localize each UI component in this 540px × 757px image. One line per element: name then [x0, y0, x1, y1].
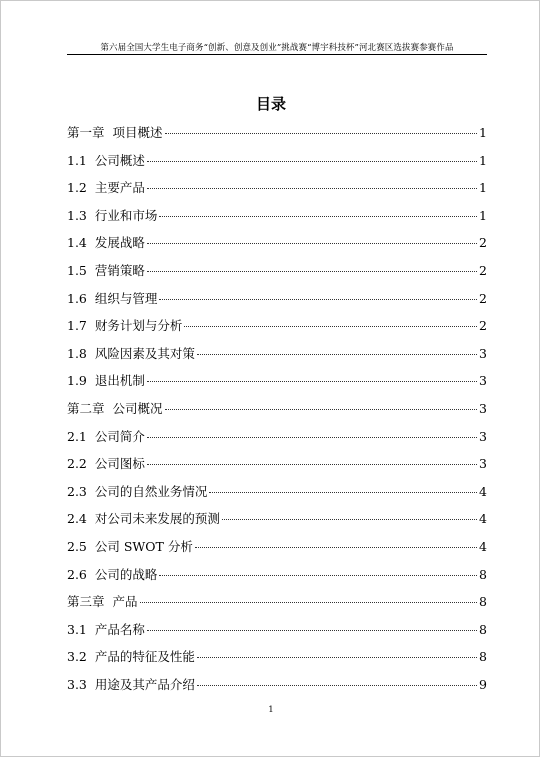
- toc-entry-label: 产品的特征及性能: [94, 649, 195, 665]
- toc-entry-label: 项目概述: [112, 125, 163, 140]
- toc-entry-number: 1.9: [67, 373, 87, 389]
- toc-entry-page: 8: [479, 649, 487, 665]
- dot-leader: [159, 299, 477, 300]
- dot-leader: [147, 381, 477, 382]
- toc-title: 目录: [255, 95, 286, 113]
- toc-section-entry[interactable]: [67, 671, 487, 699]
- dot-leader: [147, 161, 477, 162]
- toc-entry-number: 2.1: [67, 428, 87, 444]
- dot-leader: [159, 216, 477, 217]
- toc-entry-label: 发展战略: [94, 235, 145, 251]
- toc-entry-number: 1.8: [67, 345, 87, 361]
- table-of-contents: [67, 119, 487, 698]
- toc-entry-number: 1.1: [67, 152, 87, 168]
- toc-entry-page: 2: [479, 318, 487, 334]
- toc-entry-page: 1: [479, 125, 487, 140]
- dot-leader: [209, 492, 477, 493]
- toc-entry-page: 3: [479, 373, 487, 389]
- dot-leader: [147, 243, 477, 244]
- toc-entry-label: 产品名称: [94, 621, 145, 637]
- toc-entry-number: 1.6: [67, 290, 87, 306]
- toc-entry-page: 3: [479, 428, 487, 444]
- toc-entry-page: 8: [479, 594, 487, 610]
- toc-entry-number: 1.5: [67, 262, 87, 278]
- toc-entry-label: 组织与管理: [94, 290, 158, 306]
- toc-entry-label: 公司概况: [112, 400, 163, 416]
- toc-section-entry[interactable]: [67, 147, 487, 175]
- toc-entry-number: 2.6: [67, 566, 87, 582]
- dot-leader: [147, 271, 477, 272]
- toc-entry-label: 公司的战略: [94, 566, 158, 582]
- running-header: 第六届全国大学生电子商务“创新、创意及创业”挑战赛“博宇科技杯”河北赛区选拔赛参赛作品: [100, 43, 454, 53]
- toc-chapter-entry[interactable]: [67, 119, 487, 147]
- toc-section-entry[interactable]: [67, 257, 487, 285]
- toc-entry-page: 1: [479, 207, 487, 223]
- toc-entry-number: 1.2: [67, 180, 87, 196]
- toc-section-entry[interactable]: [67, 616, 487, 644]
- toc-entry-number: 3.1: [67, 621, 87, 637]
- toc-entry-number: 1.3: [67, 207, 87, 223]
- toc-entry-number: 2.4: [67, 511, 87, 527]
- toc-entry-label: 公司简介: [94, 428, 145, 444]
- toc-entry-label: 公司概述: [94, 152, 145, 168]
- toc-section-entry[interactable]: [67, 229, 487, 257]
- toc-entry-page: 1: [479, 180, 487, 196]
- toc-section-entry[interactable]: [67, 285, 487, 313]
- dot-leader: [184, 326, 477, 327]
- toc-entry-label: 财务计划与分析: [94, 318, 183, 334]
- toc-entry-page: 3: [479, 345, 487, 361]
- toc-entry-number: 2.3: [67, 483, 87, 499]
- header-rule: [67, 54, 487, 55]
- toc-entry-number: 2.2: [67, 456, 87, 472]
- toc-entry-page: 4: [479, 511, 487, 527]
- dot-leader: [195, 547, 477, 548]
- toc-entry-page: 2: [479, 235, 487, 251]
- toc-entry-number: 1.4: [67, 235, 87, 251]
- dot-leader: [159, 575, 477, 576]
- dot-leader: [222, 519, 477, 520]
- toc-entry-page: 4: [479, 538, 487, 554]
- toc-entry-label: 风险因素及其对策: [94, 345, 195, 361]
- toc-entry-page: 9: [479, 676, 487, 692]
- toc-entry-label: 公司图标: [94, 456, 145, 472]
- toc-section-entry[interactable]: [67, 533, 487, 561]
- toc-entry-label: 主要产品: [94, 180, 145, 196]
- toc-entry-number: 3.3: [67, 676, 87, 692]
- toc-section-entry[interactable]: [67, 561, 487, 589]
- toc-section-entry[interactable]: [67, 340, 487, 368]
- toc-entry-label: 用途及其产品介绍: [94, 676, 195, 692]
- dot-leader: [147, 188, 477, 189]
- dot-leader: [197, 354, 477, 355]
- toc-section-entry[interactable]: [67, 367, 487, 395]
- toc-entry-number: 3.2: [67, 649, 87, 665]
- toc-section-entry[interactable]: [67, 450, 487, 478]
- toc-section-entry[interactable]: [67, 505, 487, 533]
- toc-entry-page: 2: [479, 290, 487, 306]
- toc-entry-label: 对公司未来发展的预测: [94, 511, 220, 527]
- dot-leader: [197, 657, 477, 658]
- toc-entry-page: 3: [479, 456, 487, 472]
- toc-section-entry[interactable]: [67, 643, 487, 671]
- toc-entry-label: 营销策略: [94, 262, 145, 278]
- dot-leader: [165, 409, 477, 410]
- dot-leader: [147, 437, 477, 438]
- toc-entry-page: 8: [479, 566, 487, 582]
- toc-entry-number: 2.5: [67, 538, 87, 554]
- toc-entry-page: 1: [479, 152, 487, 168]
- toc-entry-page: 2: [479, 262, 487, 278]
- page-number: 1: [268, 705, 274, 715]
- toc-section-entry[interactable]: [67, 202, 487, 230]
- toc-entry-page: 4: [479, 483, 487, 499]
- dot-leader: [197, 685, 477, 686]
- toc-section-entry[interactable]: [67, 174, 487, 202]
- dot-leader: [147, 464, 477, 465]
- toc-section-entry[interactable]: [67, 312, 487, 340]
- dot-leader: [165, 133, 477, 134]
- toc-entry-page: 8: [479, 621, 487, 637]
- toc-chapter-entry[interactable]: [67, 588, 487, 616]
- toc-entry-number: 第三章: [67, 594, 105, 610]
- toc-chapter-entry[interactable]: [67, 395, 487, 423]
- toc-entry-number: 1.7: [67, 318, 87, 334]
- toc-entry-number: 第二章: [67, 400, 105, 416]
- toc-entry-label: 行业和市场: [94, 207, 158, 223]
- toc-entry-page: 3: [479, 400, 487, 416]
- toc-entry-label: 公司 SWOT 分析: [94, 538, 193, 554]
- toc-section-entry[interactable]: [67, 423, 487, 451]
- toc-section-entry[interactable]: [67, 478, 487, 506]
- dot-leader: [147, 630, 477, 631]
- toc-entry-label: 公司的自然业务情况: [94, 483, 208, 499]
- dot-leader: [140, 602, 477, 603]
- toc-entry-label: 退出机制: [94, 373, 145, 389]
- toc-entry-label: 产品: [112, 594, 138, 610]
- toc-entry-number: 第一章: [67, 125, 105, 140]
